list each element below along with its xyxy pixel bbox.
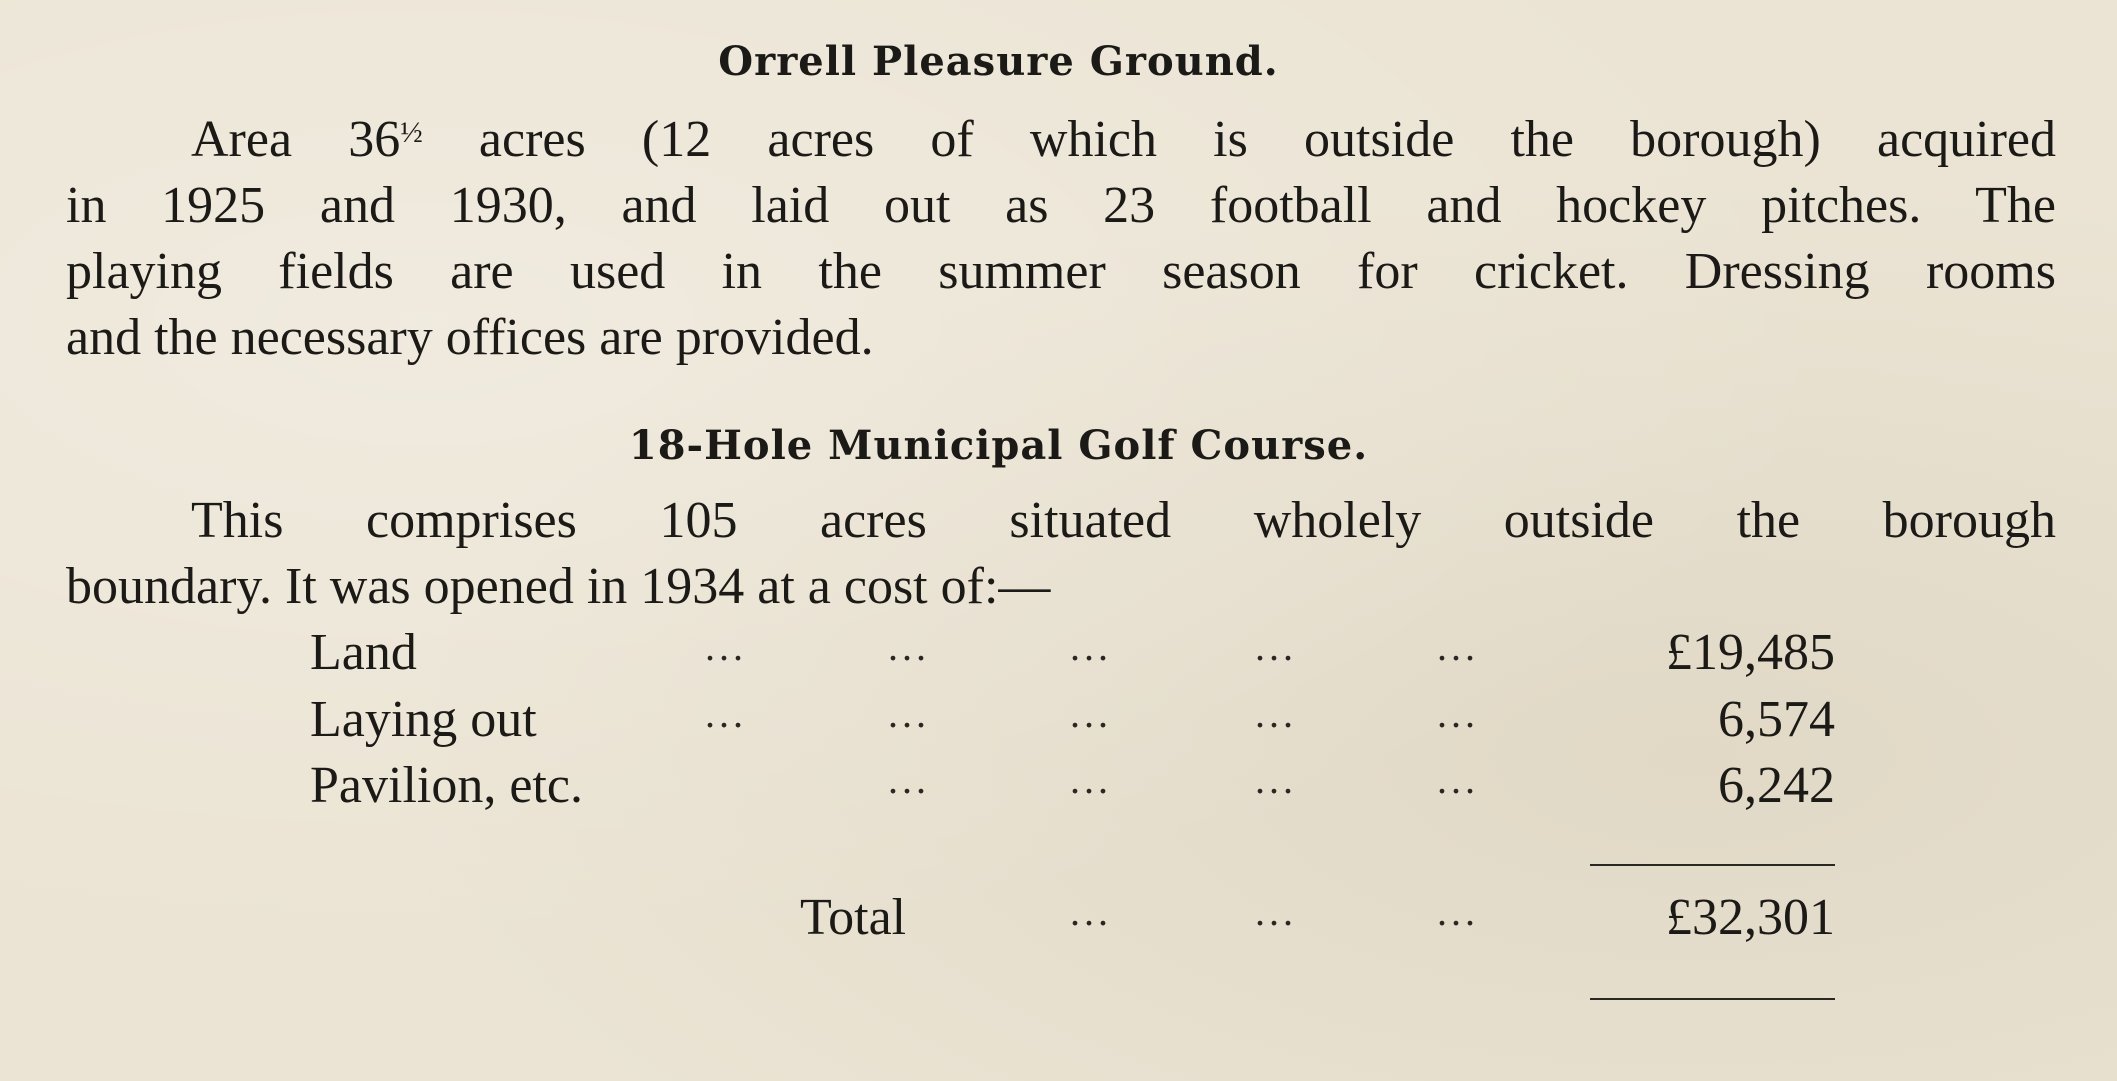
leader-dots: ... bbox=[1070, 757, 1112, 802]
section-heading-orrell: Orrell Pleasure Ground. bbox=[718, 38, 1279, 85]
cost-item-amount: 6,242 bbox=[1718, 757, 1835, 814]
leader-dots: ... bbox=[705, 624, 747, 669]
fraction-half: ½ bbox=[400, 116, 423, 149]
text-fragment: Area 36 bbox=[191, 111, 401, 168]
paragraph-line: playing fields are used in the summer season for cricket. Dressing rooms bbox=[66, 243, 2056, 300]
total-rule bbox=[1590, 998, 1835, 1000]
leader-dots: ... bbox=[1437, 757, 1479, 802]
leader-dots: ... bbox=[888, 757, 930, 802]
leader-dots: ... bbox=[1255, 757, 1297, 802]
paragraph-line: in 1925 and 1930, and laid out as 23 football and hockey pitches. The bbox=[66, 177, 2056, 234]
leader-dots: ... bbox=[705, 691, 747, 736]
leader-dots: ... bbox=[1255, 691, 1297, 736]
cost-item-amount: £19,485 bbox=[1666, 624, 1835, 681]
section-heading-golf: 18-Hole Municipal Golf Course. bbox=[628, 422, 1369, 469]
leader-dots: ... bbox=[1437, 691, 1479, 736]
leader-dots: ... bbox=[1070, 624, 1112, 669]
paragraph-line: This comprises 105 acres situated wholely outside the borough bbox=[191, 492, 2056, 549]
subtotal-rule bbox=[1590, 864, 1835, 866]
leader-dots: ... bbox=[1070, 889, 1112, 934]
paragraph-line: and the necessary offices are provided. bbox=[66, 309, 874, 366]
leader-dots: ... bbox=[888, 691, 930, 736]
total-amount: £32,301 bbox=[1666, 889, 1835, 946]
leader-dots: ... bbox=[1437, 624, 1479, 669]
leader-dots: ... bbox=[888, 624, 930, 669]
total-label: Total bbox=[800, 889, 907, 946]
text-fragment: acres (12 acres of which is outside the borough) acquired bbox=[422, 111, 2057, 168]
leader-dots: ... bbox=[1070, 691, 1112, 736]
cost-item-label: Land bbox=[310, 624, 417, 681]
leader-dots: ... bbox=[1255, 889, 1297, 934]
leader-dots: ... bbox=[1437, 889, 1479, 934]
cost-item-amount: 6,574 bbox=[1718, 691, 1835, 748]
paragraph-line: boundary. It was opened in 1934 at a cost of:— bbox=[66, 558, 1051, 615]
cost-item-label: Pavilion, etc. bbox=[310, 757, 583, 814]
leader-dots: ... bbox=[1255, 624, 1297, 669]
cost-item-label: Laying out bbox=[310, 691, 537, 748]
